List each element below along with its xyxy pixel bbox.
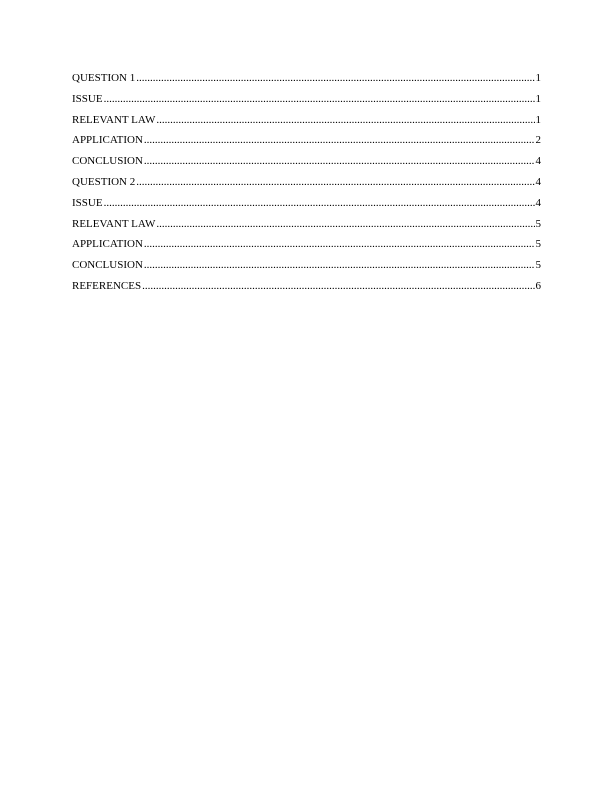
- toc-entry-title: RELEVANT LAW: [72, 217, 156, 230]
- toc-dot-leader: [156, 217, 534, 231]
- toc-entry-title: QUESTION 1: [72, 72, 136, 84]
- toc-entry-question-2[interactable]: [72, 175, 541, 196]
- toc-entry-relevant-law-1[interactable]: [72, 113, 541, 134]
- toc-entry-title: REFERENCES: [72, 279, 142, 292]
- toc-entry-conclusion-2[interactable]: [72, 258, 541, 279]
- toc-entry-page-number: 5: [535, 259, 541, 272]
- toc-entry-title: ISSUE: [72, 92, 103, 105]
- toc-entry-issue-2[interactable]: [72, 196, 541, 217]
- toc-dot-leader: [156, 113, 534, 127]
- toc-entry-question-1[interactable]: [72, 71, 541, 92]
- toc-dot-leader: [144, 133, 535, 147]
- toc-entry-conclusion-1[interactable]: [72, 154, 541, 175]
- toc-entry-page-number: 4: [535, 196, 541, 209]
- toc-dot-leader: [144, 258, 535, 272]
- toc-entry-title: ISSUE: [72, 196, 103, 209]
- toc-entry-relevant-law-2[interactable]: [72, 217, 541, 238]
- toc-entry-title: RELEVANT LAW: [72, 113, 156, 126]
- toc-entry-page-number: 1: [535, 72, 541, 84]
- toc-entry-title: CONCLUSION: [72, 259, 143, 272]
- toc-entry-page-number: 1: [535, 92, 541, 105]
- toc-entry-issue-1[interactable]: [72, 92, 541, 113]
- toc-entry-page-number: 1: [535, 113, 541, 126]
- toc-entry-page-number: 4: [535, 155, 541, 168]
- toc-entry-page-number: 4: [535, 175, 541, 188]
- toc-entry-page-number: 6: [535, 279, 541, 292]
- toc-dot-leader: [144, 237, 535, 251]
- toc-entry-page-number: 5: [535, 238, 541, 251]
- toc-dot-leader: [144, 154, 535, 168]
- toc-entry-title: CONCLUSION: [72, 155, 143, 168]
- toc-entry-references[interactable]: [72, 279, 541, 300]
- toc-dot-leader: [104, 196, 535, 210]
- table-of-contents: [72, 71, 541, 300]
- toc-dot-leader: [136, 71, 534, 85]
- toc-dot-leader: [142, 279, 534, 293]
- toc-entry-application-2[interactable]: [72, 237, 541, 258]
- toc-entry-title: APPLICATION: [72, 238, 143, 251]
- toc-entry-title: QUESTION 2: [72, 175, 136, 188]
- toc-entry-title: APPLICATION: [72, 134, 143, 147]
- toc-entry-page-number: 2: [535, 134, 541, 147]
- toc-entry-application-1[interactable]: [72, 133, 541, 154]
- toc-entry-page-number: 5: [535, 217, 541, 230]
- toc-dot-leader: [136, 175, 534, 189]
- toc-dot-leader: [104, 92, 535, 106]
